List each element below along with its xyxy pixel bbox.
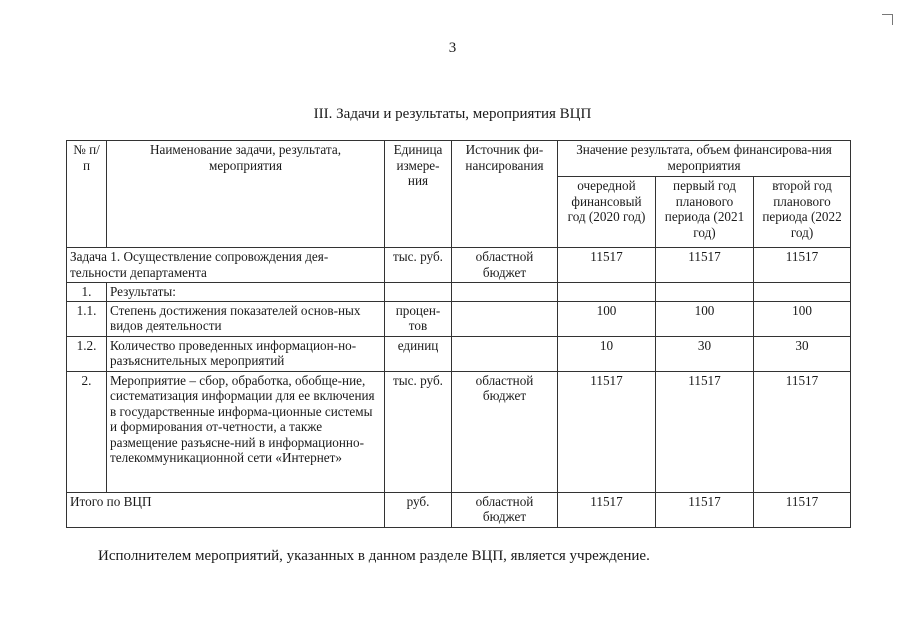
table-row: [67, 336, 851, 371]
row-value-1: 100: [558, 301, 656, 336]
header-unit: Единица измере-ния: [385, 141, 452, 248]
row-name: Результаты:: [107, 283, 385, 302]
row-source: областной бюджет: [452, 371, 558, 492]
table-row: [67, 301, 851, 336]
corner-mark: [882, 14, 893, 25]
row-value-3: 11517: [754, 371, 851, 492]
row-value-3: 30: [754, 336, 851, 371]
task-row: [67, 248, 851, 283]
row-num: 2.: [67, 371, 107, 492]
row-source: [452, 336, 558, 371]
row-num: 1.2.: [67, 336, 107, 371]
total-row: [67, 492, 851, 527]
total-unit: руб.: [385, 492, 452, 527]
results-table: [66, 140, 851, 528]
header-row-1: [67, 141, 851, 177]
page-number: 3: [448, 40, 457, 56]
task-value-3: 11517: [754, 248, 851, 283]
task-source: областной бюджет: [452, 248, 558, 283]
task-unit: тыс. руб.: [385, 248, 452, 283]
total-source: областной бюджет: [452, 492, 558, 527]
section-title: III. Задачи и результаты, мероприятия ВЦП: [313, 106, 592, 122]
task-value-2: 11517: [656, 248, 754, 283]
row-unit: процен-тов: [385, 301, 452, 336]
total-value-2: 11517: [656, 492, 754, 527]
row-value-1: [558, 283, 656, 302]
row-unit: [385, 283, 452, 302]
header-num: № п/п: [67, 141, 107, 248]
table-row: [67, 283, 851, 302]
header-year-1: очередной финансовый год (2020 год): [558, 177, 656, 248]
row-value-1: 11517: [558, 371, 656, 492]
row-value-3: [754, 283, 851, 302]
row-num: 1.1.: [67, 301, 107, 336]
footer-note: Исполнителем мероприятий, указанных в данном разделе ВЦП, является учреждение.: [98, 548, 650, 564]
total-name: Итого по ВЦП: [67, 492, 385, 527]
header-year-3: второй год планового периода (2022 год): [754, 177, 851, 248]
row-value-2: 11517: [656, 371, 754, 492]
row-num: 1.: [67, 283, 107, 302]
row-unit: тыс. руб.: [385, 371, 452, 492]
row-name: Степень достижения показателей основ-ных видов деятельности: [107, 301, 385, 336]
row-source: [452, 283, 558, 302]
row-value-2: 100: [656, 301, 754, 336]
row-unit: единиц: [385, 336, 452, 371]
row-name: Мероприятие – сбор, обработка, обобще-ние, систематизация информации для ее включения в государственные информа-ционные системы и формирования от-четности, а также размещение разъясне-ний в информационно-телекоммуникационной сети «Интернет»: [107, 371, 385, 492]
table-row: [67, 371, 851, 492]
row-value-1: 10: [558, 336, 656, 371]
row-name: Количество проведенных информацион-но-разъяснительных мероприятий: [107, 336, 385, 371]
header-value-group: Значение результата, объем финансирова-ния мероприятия: [558, 141, 851, 177]
row-value-2: [656, 283, 754, 302]
header-name: Наименование задачи, результата, мероприятия: [107, 141, 385, 248]
row-value-3: 100: [754, 301, 851, 336]
header-source: Источник фи-нансирования: [452, 141, 558, 248]
header-year-2: первый год планового периода (2021 год): [656, 177, 754, 248]
total-value-3: 11517: [754, 492, 851, 527]
row-source: [452, 301, 558, 336]
row-value-2: 30: [656, 336, 754, 371]
task-value-1: 11517: [558, 248, 656, 283]
task-name: Задача 1. Осуществление сопровождения дея-тельности департамента: [67, 248, 385, 283]
total-value-1: 11517: [558, 492, 656, 527]
